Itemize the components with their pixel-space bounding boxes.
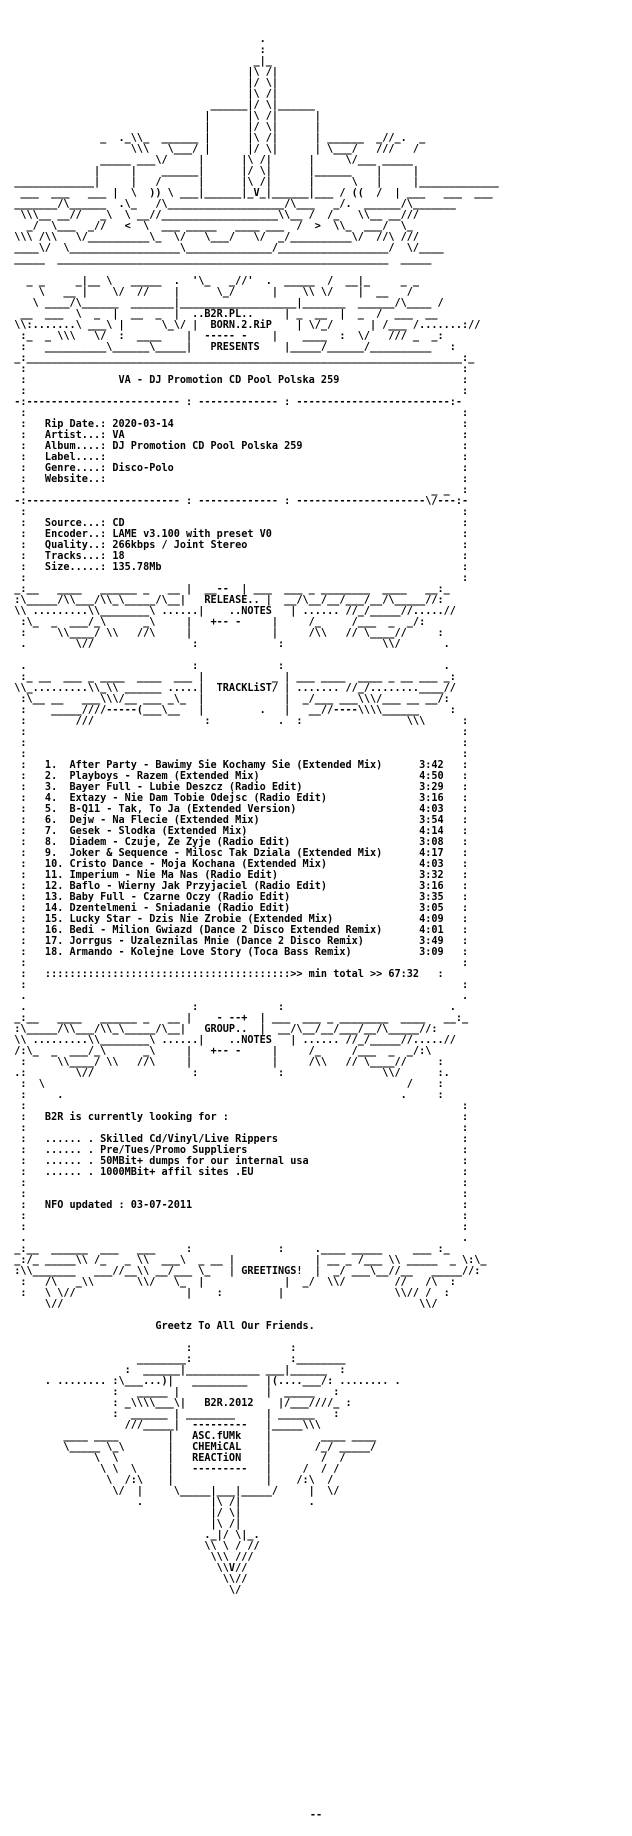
footer-dash-mark: -- — [309, 1810, 323, 1821]
nfo-ascii-art-text: . : _|_ |\ /| |/ \| |\ /| ______|/ \|______ | |\ /| | | |/ \| | _ ._\\_ ______ | |\ /| | ______ _//_. _ \\\ \___/ | |/ \| | \___/ /// / _____ ___\/ | |\ /| | \/___ _____ | | ______| |/ \| |______ | | _____________| | / | |\ /| | \ | |_____________ ___ ___ ___ | \ )) \ ___|______|_V_|______|___ / (( / | ___ ___ ___ _______/\______ .\_ /\___________________/\___ _/. ______/\_______ \\\__ __// _\ \ __//___________________\\__ / /_ \\__ __/// _/ \___ _// < \ ___ _____ ____ ___ / > \\_ ___/ \_ \\\ /\\ \/__________\_ \/ \___/ \/ _/__________\/ //\ /// ____\/ \__________________\______________/__________________/ \/____ _____ ______________________________________________________ _____ _ _ _|__ \ _____ . '\_ _//' . _____ / __|_ _ _ \ __ | \/ // | \_/ | \\ \/ | __ / \ ____/\______ _______|___________________|_______ ______/\____ / __ ___ \ _ | __ _ | ..B2R.PL.. | _ __ | _ / ___ __ \\:.......\ ___\ | \_\/ | BORN.2.RiP | \/_/ | /___ /.......:// :_ _ \\\ \/ : ____ | ----- - | ____ : \/ /// _ _: : __________\______\_____| PRESENTS |_____/______/__________ : _:_______________________________________________________________________:_ : : : VA - DJ Promotion CD Pool Polska 259 : : : -:------------------------- : ------------- : -------------------------:- : : : Rip Date.: 2020-03-14 : : Artist...: VA : : Album....: DJ Promotion CD Pool Polska 259 : : Label....: : : Genre....: Disco-Polo : : Website..: : : _ _ : -:------------------------- : ------------- : ---------------------\/---:- : : : Source...: CD : : Encoder..: LAME v3.100 with preset V0 : : Quality..: 266kbps / Joint Stereo : : Tracks...: 18 : : Size.....: 135.78Mb : : : _:__ ____ ______ _ __ | __-- | ___ ___ _ ________ ____ __:_ :\_____/\\___/\\_\_____/\__| RELEASE.. | __/\__/__/___/__/\_____//: \\ .........\\________\ ......| ..NOTES | ...... //_/_____//.....// :\_ _ ___/_\ _\ | +-- - | /_ /___ _ _/: : \\____/ \\ //\ | | /\\ // \____// : . \// : : \\/ . . : : . :_ __ ___ _ ____ ____ ___ | _ | ___ ____ ____ _ __ ___ _: \\_.........\\_\\ ______ .....| TRACKLiST/ | ....... //_/........____// :\__ __ ___\\\/__ ___ _\_ | | _/___ ___\\\/___ __ __/: : _____////-----(___\__ | . | __//----\\\\______ : : /// : . : \\\ : : : : : : : : 1. After Party - Bawimy Sie Kochamy Sie (Extended Mix) 3:42 : : 2. Playboys - Razem (Extended Mix) 4:50 : : 3. Bayer Full - Lubie Deszcz (Radio Edit) 3:29 : : 4. Extazy - Nie Dam Tobie Odejsc (Radio Edit) 3:16 : : 5. B-Q11 - Tak, To Ja (Extended Version) 4:03 : : 6. Dejw - Na Flecie (Extended Mix) 3:54 : : 7. Gesek - Slodka (Extended Mix) 4:14 : : 8. Diadem - Czuje, Ze Zyje (Radio Edit) 3:08 : : 9. Joker & Sequence - Milosc Tak Dziala (Extended Mix) 4:17 : : 10. Cristo Dance - Moja Kochana (Extended Mix) 4:03 : : 11. Imperium - Nie Ma Nas (Radio Edit) 3:32 : : 12. Baflo - Wierny Jak Przyjaciel (Radio Edit) 3:16 : : 13. Baby Full - Czarne Oczy (Radio Edit) 3:35 : : 14. Dzentelmeni - Sniadanie (Radio Edit) 3:05 : : 15. Lucky Star - Dzis Nie Zrobie (Extended Mix) 4:09 : : 16. Bedi - Milion Gwiazd (Dance 2 Disco Extended Remix) 4:01 : : 17. Jorrgus - Uzaleznilas Mnie (Dance 2 Disco Remix) 3:49 : : 18. Armando - Kolejne Love Story (Toca Bass Remix) 3:09 : : : : ::::::::::::::::::::::::::::::::::::::::>> min total >> 67:32 : : : . . . : : . _:__ ____ ______ _ __ | - --+ | ___ ___ _ ________ ____ __:_ :\_____/\\___/\\_\_____/\__| GROUP.. | __/\__/__/___/__/\_____//: \\ .........\\________\ ......| ..NOTES | ...... //_/_____//.....// /:\_ _ ___/_\ _\ | +-- - | /_ /___ _ _/:\ : \\____/ \\ //\ | | /\\ // \____// : .: \// : : \\/ :. : \ / : : . . : : : : B2R is currently looking for : : : : : ...... . Skilled Cd/Vinyl/Live Rippers : : ...... . Pre/Tues/Promo Suppliers : : ...... . 50MBit+ dumps for our internal usa : : ...... . 1000MBit+ affil sites .EU : : : : : : NFO updated : 03-07-2011 : : : : : . . _:__ ______ ___ ___ : : .____ _____ ___ :_ _:/_ _____\\ /_ _ \\ ___\ _ __ | | __ _ /___ \\ _____ _ \:\_ :\\_______ ___//__\\ __/___ \_ | GREETINGS! | _/ ___\__//__ _____//: : /\ _\\ \\/ \_ | | _/ \\/ // /\ : : \ \// | : | \\// / : \// \\/ Greetz To All Our Friends. : : ________: :________ : ______|____________ ___|______ : . ........ :\___...)| _________ |(....___/: ........ . : _____ | | _____ : : _\\\\___\| B2R.2012 |/___////_ : : ______ | ________ | ______ : ///_____| --------- |_____\\\ ____ ____ | ASC.fUMk | ____ ____ \_____ \_\ | CHEMiCAL | /_/ _____/ \ \ | REACTiON | / / \ \ \ | --------- | / / / \ /:\ | | /:\ / \/ | \_____|___|_____/ | \/ . |\ /| . |/ \| |\ /| ._|/ \|_. \\ \ / // \\\ /// \\V// \\// \/ — [14, 34, 499, 1596]
